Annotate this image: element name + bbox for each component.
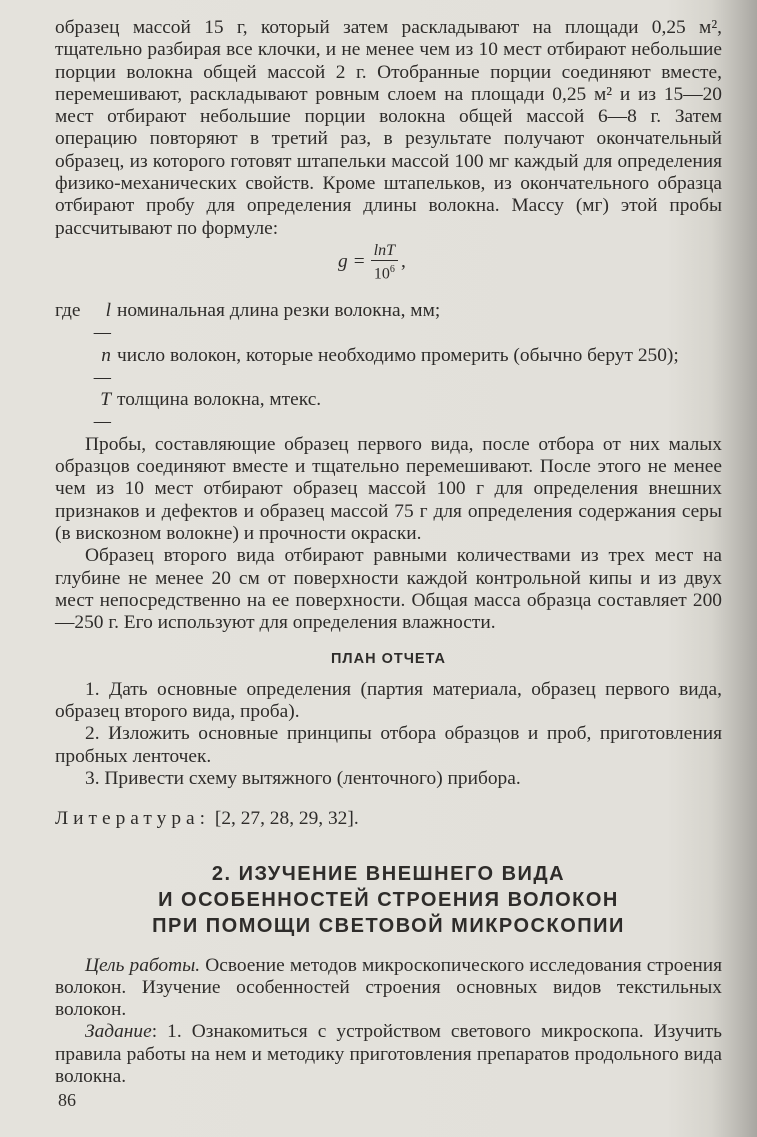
- goal-paragraph: [55, 955, 722, 1022]
- definition-lead: где: [55, 299, 81, 321]
- literature-refs: [2, 27, 28, 29, 32].: [214, 808, 359, 830]
- formula-fraction: [371, 242, 398, 283]
- formula-lhs: g: [338, 251, 348, 273]
- goal-label: Цель работы.: [85, 954, 201, 976]
- section-title-line: И ОСОБЕННОСТЕЙ СТРОЕНИЯ ВОЛОКОН: [158, 888, 619, 911]
- paragraph-sampling: образец массой 15 г, который затем раскладывают на площади 0,25 м², тщательно разбирая все клочки, и не менее чем из 10 мест отбирают небольшие порции волокна общей массой 2 г. Отобранные порции соединяют вместе, перемешивают, раскладывают ровным слоем на площади 0,25 м² и из 15—20 мест отбирают небольшие порции волокна общей массой 6—8 г. Затем операцию повторяют в третий раз, в результате получают окончательный образец, из которого готовят штапельки массой 100 мг каждый для определения физико-механических свойств. Кроме штапельков, из окончательного образца отбирают пробу для определения длины волокна. Массу (мг) этой пробы рассчитывают по формуле:: [55, 17, 722, 239]
- definition-text: число волокон, которые необходимо промерить (обычно берут 250);: [117, 344, 679, 366]
- literature-line: [55, 808, 722, 830]
- report-item: 1. Дать основные определения (партия материала, образец первого вида, образец второго вида, проба).: [55, 678, 722, 723]
- literature-label: Литература:: [55, 808, 211, 830]
- formula-expression: [338, 242, 406, 283]
- formula-mass: [55, 240, 722, 296]
- text-column: [55, 17, 722, 1088]
- page-number: 86: [58, 1090, 76, 1110]
- paragraph-samples-first: Пробы, составляющие образец первого вида, после отбора от них малых образцов соединяют вместе и тщательно перемешивают. После этого не менее чем из 10 мест отбирают образец массой 100 г для определения внешних признаков и дефектов и образец массой 75 г для определения содержания серы (в вискозном волокне) и прочности окраски.: [55, 433, 722, 544]
- formula-tail: ,: [400, 251, 406, 273]
- definition-text: толщина волокна, мтекс.: [117, 389, 322, 411]
- definition-lead: [55, 345, 85, 390]
- definition-term: l —: [93, 299, 111, 344]
- goal-text: Освоение методов микроскопического исследования строения волокон. Изучение особенностей строения основных видов текстильных волокон.: [55, 954, 722, 1021]
- report-item: 2. Изложить основные принципы отбора образцов и проб, приготовления пробных ленточек.: [55, 723, 722, 767]
- report-item: 3. Привести схему вытяжного (ленточного) прибора.: [85, 767, 521, 789]
- section-title-line: 2. ИЗУЧЕНИЕ ВНЕШНЕГО ВИДА: [211, 862, 566, 885]
- definition-term: n —: [93, 344, 111, 388]
- task-label: Задание: [85, 1021, 152, 1043]
- formula-denominator: [371, 261, 398, 283]
- definition-item: [55, 389, 722, 434]
- task-text: : 1. Ознакомиться с устройством светового микроскопа. Изучить правила работы на нем и методику приготовления препаратов продольного вида волокна.: [55, 1021, 722, 1087]
- definition-text: номинальная длина резки волокна, мм;: [117, 299, 441, 321]
- formula-numerator: lnT: [371, 242, 398, 261]
- formula-denominator-base: 10: [373, 265, 390, 283]
- report-plan-heading: ПЛАН ОТЧЕТА: [331, 651, 446, 668]
- definition-item: [55, 345, 722, 390]
- definition-lead: [55, 389, 85, 434]
- definition-list: [55, 300, 722, 434]
- section-title: [55, 861, 722, 939]
- section-title-line: ПРИ ПОМОЩИ СВЕТОВОЙ МИКРОСКОПИИ: [152, 914, 625, 937]
- formula-denominator-exp: 6: [389, 263, 395, 275]
- paragraph-samples-second: Образец второго вида отбирают равными количествами из трех мест на глубине не менее 20 см от поверхности каждой контрольной кипы и из двух мест непосредственно на ее поверхности. Общая масса образца составляет 200—250 г. Его используют для определения влажности.: [55, 545, 722, 634]
- task-paragraph: [55, 1021, 722, 1088]
- formula-equals: =: [353, 251, 365, 273]
- definition-item: [55, 300, 722, 345]
- definition-term: T —: [93, 389, 111, 433]
